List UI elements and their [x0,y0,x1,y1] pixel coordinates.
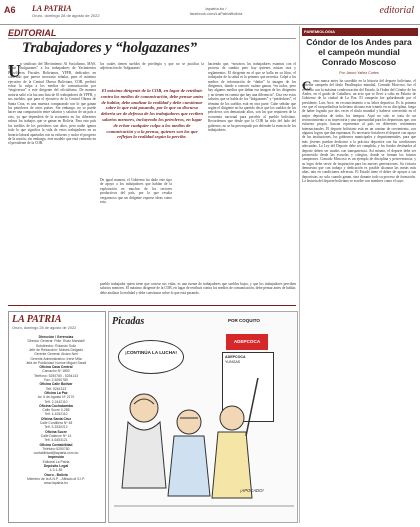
masthead-line: Telf. 4-6453121 [44,438,68,443]
drop-cap: U [8,61,21,81]
editorial-bottom-text: pueblo trabajador quien tiene que costear sus vidas, es una fuente de trabajadores que sueldos bajos, y que los trabajadores perciben salarios menores. El máximo dirigente de la COB, en lugar de retribuir contra los medios de comunicación, debe pensar antes de hablar, debe analizar la realidad y debe cuestionar sobre lo que está pasando. [100,282,296,295]
divider [8,305,296,306]
page-number: A6 [4,5,16,15]
divider [8,38,296,39]
masthead-line: Director General: Pdte. Rúaz Mandalli [27,339,85,344]
masthead-line: Subdirector: Rolando Soliz [35,343,77,348]
masthead-line: Telf. 5261313 [45,386,67,391]
masthead-heading: Oficina Casa Central [39,365,73,370]
sign-text: YUNGAS [225,359,241,364]
editorial-column-3: haciendo que, “nosotros los trabajadores estamos con el proceso de cambio pero hay quienes actúan otra y reglamentos. El dirigente en el que se halla en su libro, el trabajador de la salud es lo primero que necesita. Calpé a los medios de información de “dañar” la imagen de los dirigentes, dando a conocer cuánto ganan, “en todos, pero hay algunos medios que dañan esa imagen de los dirigentes y no tienen en cuenta que hay una diferencia”. Una vez estos salarios que se habla de los “holgazanes” y “perdedores”, el término de los sueldos está en otra parte. Cabe señalar que según el dirigente no ha querido decir que los sueldos de los petroleros son demasiado altos, son los que requieren de la economía nacional para percibir al pueblo boliviano. Recordemos que desde que la COB ha sido del lado del gobierno, no se ha preocupado por defender la esencia de los trabajadores. [208,62,296,133]
adepcoca-banner: ADEPCOCA [226,334,268,350]
header-website[interactable]: lapatria.bo / facebook.com/LaPatriaBolivia [189,6,243,16]
masthead-title: LA PATRIA [12,314,62,325]
masthead-line: Jefe de Redacción: Moisés Delgado [28,347,84,352]
masthead-line: Gerente General: Alvaro Neri [34,352,78,357]
story-title[interactable]: Cóndor de los Andes para el campeón mundial Conrado Moscoso [306,37,412,67]
masthead-heading: Oficina Contabilidad [39,442,73,447]
masthead-line: Teléfono 5250780 [42,446,70,451]
masthead-line: Telf. 4-4252110 [44,412,68,417]
cartoon-caption: ¡APOCADO! [240,488,264,493]
masthead-line: contabilidad@lapatria.com.bo [33,451,79,456]
column-divider [299,26,300,523]
section-title: editorial [379,5,414,16]
story-author: Por: Arturo Yañez Cortes [339,71,379,75]
masthead-line: Telf. 3-3330212 [44,425,68,430]
story-body: omo nunca antes ha sucedido en la historia del deporte boliviano, el reciente campeón del título Paralímpico mundial, Conrado Moscoso, fue el recibido con la máxima condecoración del Estado, la Orden del Cóndor de los Andes, en el grado de Caballero, un acto que se llevó a cabo en Palacio de Gobierno de la ciudad de La Paz. El campeón fue galardonado por el presidente, Luis Arce, en reconocimiento a su labor deportiva. Es la primera vez que el racquetbolista boliviano alcanza este triunfo en su disciplina, luego de haber logrado por dos veces el título mundial y haberse convertido en el mejor deportista de todos los tiempos. Aquí no solo se trata de un reconocimiento a su trayectoria y una oportunidad para los deportistas que, con esfuerzo propio, buscan representar al país en diferentes certámenes internacionales. El deporte boliviano está en un camino de crecimiento, con algunos logros que dan esperanza. Es necesario fortalecer el deporte con apoyo de las instituciones, los gobiernos municipales y departamentales, para que más jóvenes puedan dedicarse a la práctica deportiva con las condiciones adecuadas. La Ley del Deporte debe ser cumplida, y los fondos destinados al deporte deben ser usados con transparencia. Así mismo, el deporte debe ser promovido desde las escuelas y colegios, donde se forman los futuros campeones. Conrado Moscoso es un ejemplo de disciplina y perseverancia, y su logro debe servir de inspiración para las nuevas generaciones. Su victoria demuestra que con trabajo y dedicación es posible alcanzar las metas más altas, aún en condiciones adversas. El Estado tiene el deber de apoyar a sus deportistas, no solo cuando ganan, sino durante todo su proceso de formación. La historia del deporte boliviano se escribe con nombres como el suyo. [302,79,416,183]
masthead-heading: Oficina Santa Cruz [40,416,72,421]
masthead-line: Calle Cordillera Nº 48 [39,421,73,425]
masthead-line: www.lapatria.bo [44,481,68,486]
cartoon-author: POR COQUITO [228,318,260,323]
masthead-line: Av. 6 de Agosto Nº 2170 [37,395,75,400]
masthead-line: Fax: 2-5250780 [44,378,68,382]
masthead-line: Editorial La Patria [42,459,70,464]
masthead-date: Oruro, domingo 28 de agosto de 2022 [12,326,77,330]
masthead-heading: Oficina Calle Bolívar [39,382,73,387]
masthead-line: Calle Sucre 0-285 [42,408,70,413]
pull-quote: El máximo dirigente de la COB, en lugar de retribuir contra los medios de comunicación, debe pensar antes de hablar, debe analizar la realidad y debe cuestionar sobre lo que está pasando, por lo que su discurso debería ser de defensa de los trabajadores que reciben salarios menores, incluyendo los petroleros, en lugar de echar cualquier culpa a los medios de comunicación y a la prensa, quienes son los que reflejan la realidad según la percibe. [100,88,204,140]
masthead-line: Miembro de la A.N.P. - Afiliado al S.I.P. [27,476,85,481]
drop-cap: C [302,78,312,93]
editorial-column-1: n sindicato del Movimiento Al Socialismo, MAS, llamó “holgazanes” a los trabajadores de Yacimientos Petrolíferos Fiscales Bolivianos, YPFB, dedicados en cometido que parece necesario señalar, pues el máximo ejecutivo de la Central Obrera Boliviana, COB, prefirió echar la culpa a los medios de comunicación por “tergiversar” a este dirigente del oficialismo. De manera notoria salió a la luz una lista de 61 trabajadores de YPFB, y sus sueldos, que para el ejecutivo de la Central Obrera de Santa Cruz, es una muestra comparando con lo que ganan los petroleros de otros países. Sin embargo, no se puede hacer una comparación entre salarios y salarios de un país a otro, ya que dependerá de la economía en los diferentes rubros los trabajos que se ganan en Bolivia. Para este país los sueldos de los petroleros son altos, pero nadie ignora todo lo que significa la vida de estos trabajadores en su horario laboral apartados con su esfuerzo y sudor el progreso de la nación, sin embargo, este modelo que está centrado en el presidente de la COB. [8,62,96,146]
speech-bubble: ¡CONTINÚA LA LUCHA! [118,340,184,374]
masthead-heading: Depósito Legal [43,464,69,468]
editorial-column-2-top: los cuales tienen sueldos de privilegio y que no se justifica la adjetivación de ‘holgazanes’. [100,62,204,71]
editorial-title: Trabajadores y “holgazanes” [22,40,197,56]
masthead-line: Gerente Administrativo: Irene Mita [30,356,82,361]
masthead-heading: Dirección / Gerencias [38,335,74,339]
masthead-line: Jefa de Publicidad: Ivonne Miguel Sandi [25,360,87,365]
masthead-line: Calle Dalence Nº 14 [40,433,72,438]
masthead-heading: Oruro - Bolivia [44,472,68,477]
sign-title: ADEPCOCA [225,355,246,359]
cartoon-logo: Picadas [112,316,145,327]
story-tag: PAREMIOLOGIA [302,28,418,36]
newspaper-logo[interactable]: LA PATRIA [32,4,72,13]
masthead-line: 4-3-1-89 [49,468,63,473]
masthead-heading: Oficina La Paz [44,390,68,395]
masthead-heading: Impresión [47,455,65,460]
cartoon-drawing-icon [114,378,294,518]
masthead-line: Camacho Nº 1892 [42,369,70,374]
header-date: Oruro, domingo 28 de agosto de 2022 [32,13,100,18]
editorial-tag: EDITORIAL [8,28,57,38]
masthead-heading: Oficina Sucre [45,429,67,434]
masthead-heading: Oficina Cochabamba [39,403,73,408]
masthead-line: Telf. 2-2442110 [44,399,68,404]
editorial-column-2: De igual manera, el Gobierno ha dado este tipo de apoyo a los trabajadores que hablan de la explotación en muchos de los sectores productivos del país, por lo que resulta vergonzoso que un dirigente exprese ideas como esta. [100,178,172,205]
masthead-line: Teléfono: 5250780 - 5254143 [33,373,79,378]
